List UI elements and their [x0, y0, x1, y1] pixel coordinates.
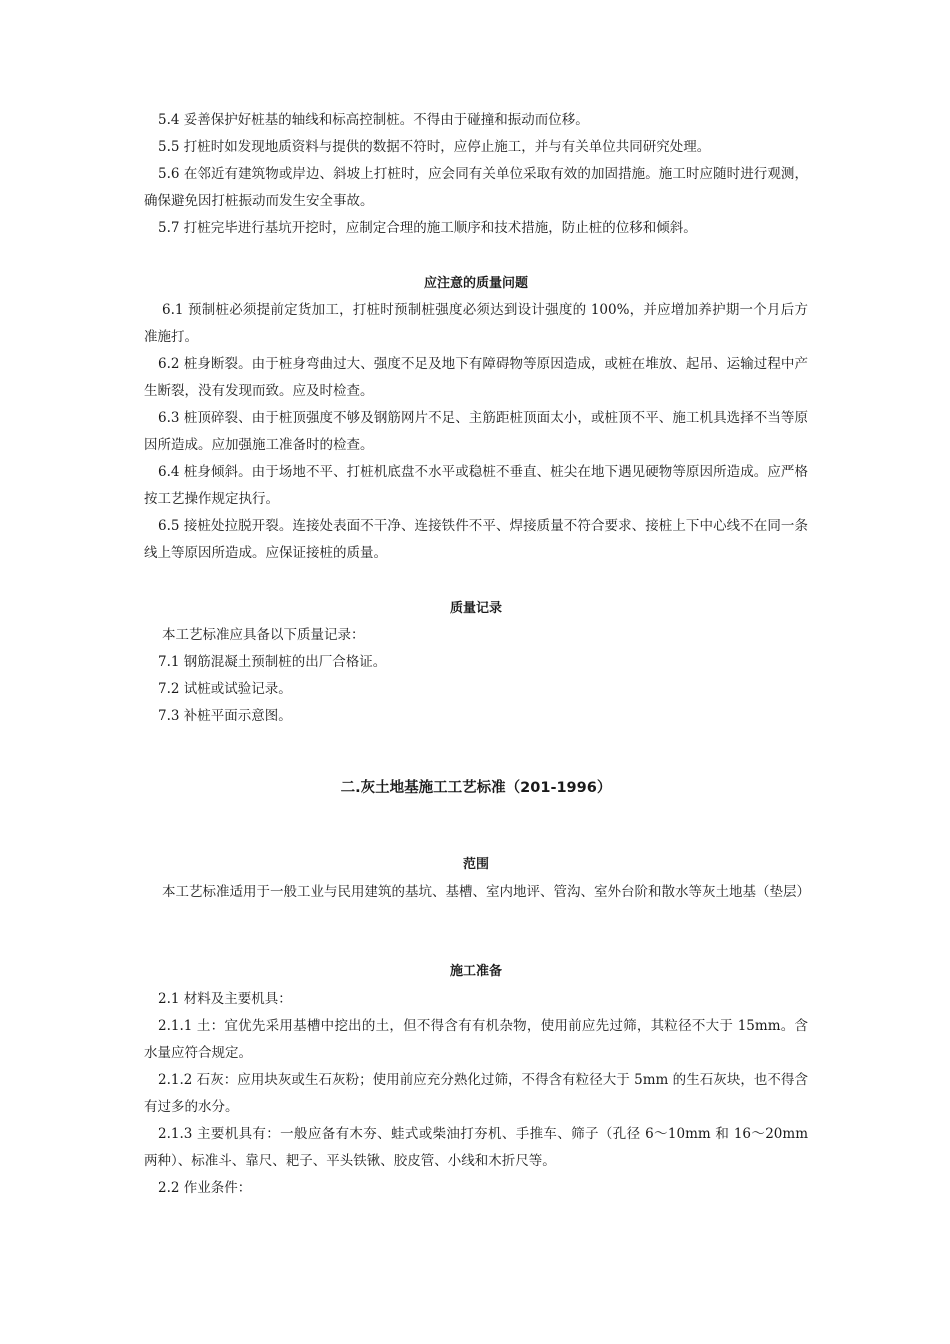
- paragraph-5-6: 5.6 在邻近有建筑物或岸边、斜坡上打桩时，应会同有关单位采取有效的加固措施。施工时应随时进行观测，确保避免因打桩振动而发生安全事故。: [144, 166, 808, 209]
- heading-quality-records: 质量记录: [449, 601, 502, 616]
- paragraph-6-4: 6.4 桩身倾斜。由于场地不平、打桩机底盘不水平或稳桩不垂直、桩尖在地下遇见硬物等原因所造成。应严格按工艺操作规定执行。: [144, 464, 808, 507]
- paragraph-6-5: 6.5 接桩处拉脱开裂。连接处表面不干净、连接铁件不平、焊接质量不符合要求、接桩上下中心线不在同一条线上等原因所造成。应保证接桩的质量。: [144, 518, 808, 561]
- heading-quality-issues: 应注意的质量问题: [423, 276, 528, 291]
- paragraph-7-3: 7.3 补桩平面示意图。: [158, 708, 292, 724]
- paragraph-records-intro: 本工艺标准应具备以下质量记录：: [162, 627, 365, 643]
- paragraph-2-1-2: 2.1.2 石灰：应用块灰或生石灰粉；使用前应充分熟化过筛，不得含有粒径大于 5mm 的生石灰块，也不得含有过多的水分。: [144, 1072, 808, 1115]
- paragraph-2-1-3: 2.1.3 主要机具有：一般应备有木夯、蛙式或柴油打夯机、手推车、筛子（孔径 6～10mm 和 16～20mm 两种）、标准斗、靠尺、耙子、平头铁锹、胶皮管、小线和木折尺等。: [144, 1126, 808, 1169]
- paragraph-6-2: 6.2 桩身断裂。由于桩身弯曲过大、强度不足及地下有障碍物等原因造成，或桩在堆放、起吊、运输过程中产生断裂，没有发现而致。应及时检查。: [144, 356, 808, 399]
- heading-scope: 范围: [462, 857, 489, 872]
- paragraph-2-2: 2.2 作业条件：: [158, 1180, 252, 1196]
- heading-preparation: 施工准备: [449, 964, 502, 979]
- paragraph-6-3: 6.3 桩顶碎裂、由于桩顶强度不够及钢筋网片不足、主筋距桩顶面太小，或桩顶不平、施工机具选择不当等原因所造成。应加强施工准备时的检查。: [144, 410, 808, 453]
- paragraph-5-7: 5.7 打桩完毕进行基坑开挖时，应制定合理的施工顺序和技术措施，防止桩的位移和倾斜。: [158, 220, 697, 236]
- paragraph-5-5: 5.5 打桩时如发现地质资料与提供的数据不符时，应停止施工，并与有关单位共同研究处理。: [158, 139, 711, 155]
- paragraph-7-2: 7.2 试桩或试验记录。: [158, 681, 292, 697]
- paragraph-2-1: 2.1 材料及主要机具：: [158, 991, 292, 1007]
- paragraph-7-1: 7.1 钢筋混凝土预制桩的出厂合格证。: [158, 654, 387, 670]
- chapter-title: 二.灰土地基施工工艺标准（201-1996）: [340, 780, 612, 796]
- paragraph-5-4: 5.4 妥善保护好桩基的轴线和标高控制桩。不得由于碰撞和振动而位移。: [158, 112, 589, 128]
- paragraph-2-1-1: 2.1.1 土：宜优先采用基槽中挖出的土，但不得含有有机杂物，使用前应先过筛，其粒径不大于 15mm。含水量应符合规定。: [144, 1018, 808, 1061]
- paragraph-6-1: 6.1 预制桩必须提前定货加工，打桩时预制桩强度必须达到设计强度的 100%，并应增加养护期一个月后方准施打。: [144, 302, 808, 345]
- paragraph-scope: 本工艺标准适用于一般工业与民用建筑的基坑、基槽、室内地评、管沟、室外台阶和散水等灰土地基（垫层）: [162, 884, 810, 900]
